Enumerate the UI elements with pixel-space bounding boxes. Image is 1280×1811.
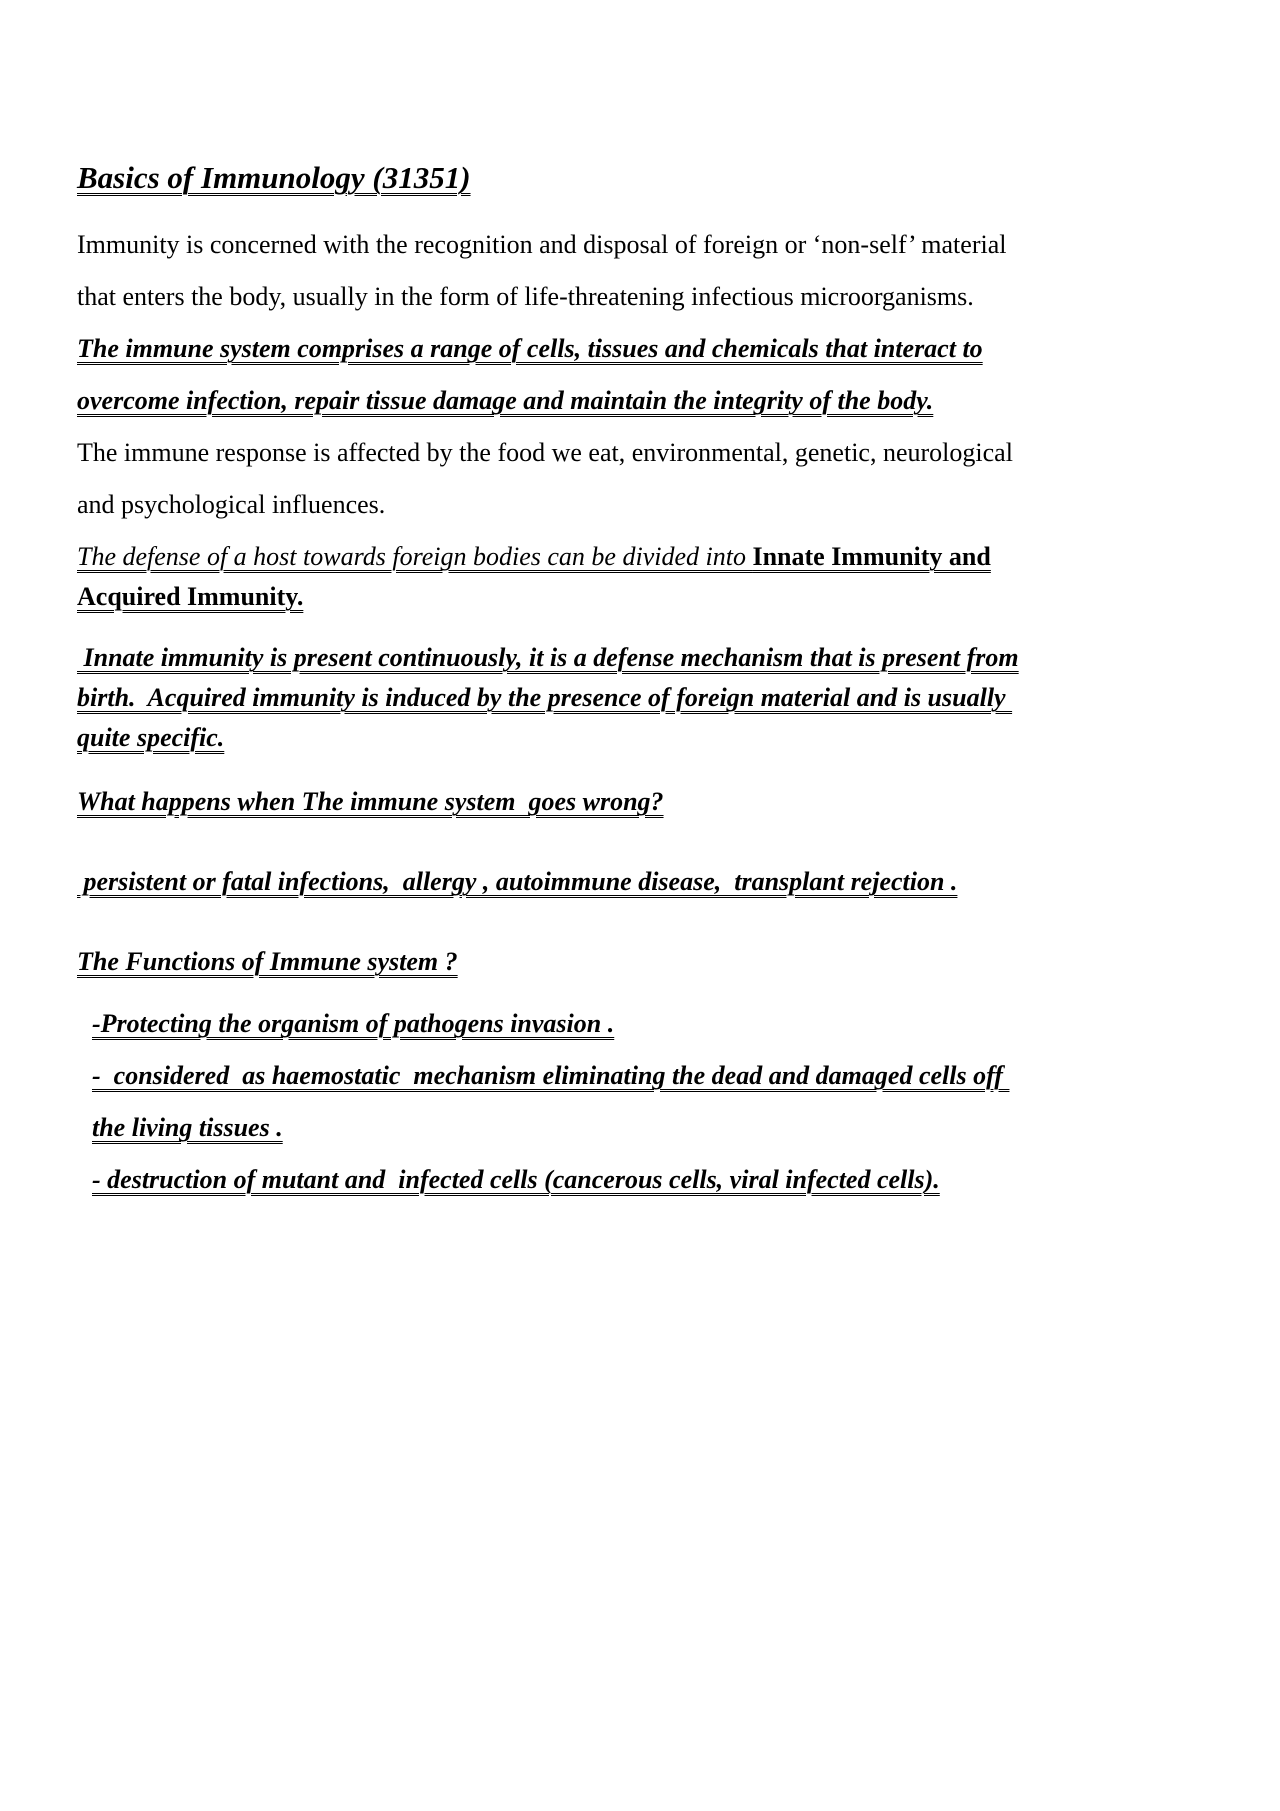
- question-answer: [77, 862, 1187, 902]
- immune-response-paragraph: [77, 427, 1187, 531]
- innate-line-3: quite specific.: [77, 723, 225, 752]
- innate-line-1: Innate immunity is present continuously, it is a defense mechanism that is present from: [77, 643, 1019, 672]
- intro-line-1: Immunity is concerned with the recognition and disposal of foreign or ‘non-self’ material: [77, 230, 1007, 259]
- function-item-1: -Protecting the organism of pathogens invasion .: [92, 1009, 615, 1038]
- question-heading-text: What happens when The immune system goes wrong?: [77, 787, 664, 816]
- defense-line-1-italic: The defense of a host towards foreign bodies can be divided into: [77, 542, 753, 571]
- defense-line-1-bold: Innate Immunity and: [752, 542, 991, 571]
- immune-system-line-1: The immune system comprises a range of cells, tissues and chemicals that interact to: [77, 334, 983, 363]
- function-item-3: - destruction of mutant and infected cells (cancerous cells, viral infected cells).: [92, 1165, 940, 1194]
- function-item-2-line-2: the living tissues .: [92, 1113, 283, 1142]
- defense-paragraph: [77, 537, 1187, 617]
- functions-heading: [77, 942, 1187, 982]
- question-heading: [77, 782, 1187, 822]
- immune-response-line-1: The immune response is affected by the food we eat, environmental, genetic, neurological: [77, 438, 1013, 467]
- immune-response-line-2: and psychological influences.: [77, 490, 386, 519]
- document-title: Basics of Immunology (31351): [77, 160, 471, 195]
- immune-system-line-2: overcome infection, repair tissue damage and maintain the integrity of the body.: [77, 386, 934, 415]
- immune-system-paragraph: [77, 323, 1187, 427]
- intro-line-2: that enters the body, usually in the form of life-threatening infectious microorganisms.: [77, 282, 974, 311]
- innate-line-2: birth. Acquired immunity is induced by the presence of foreign material and is usually: [77, 683, 1013, 712]
- question-answer-text: persistent or fatal infections, allergy , autoimmune disease, transplant rejection .: [77, 867, 958, 896]
- defense-line-2-bold: Acquired Immunity.: [77, 582, 304, 611]
- functions-list: [92, 998, 1202, 1206]
- innate-acquired-paragraph: [77, 638, 1187, 758]
- function-item-2-line-1: - considered as haemostatic mechanism eliminating the dead and damaged cells off: [92, 1061, 1010, 1090]
- functions-heading-text: The Functions of Immune system ?: [77, 947, 458, 976]
- intro-paragraph: [77, 219, 1187, 323]
